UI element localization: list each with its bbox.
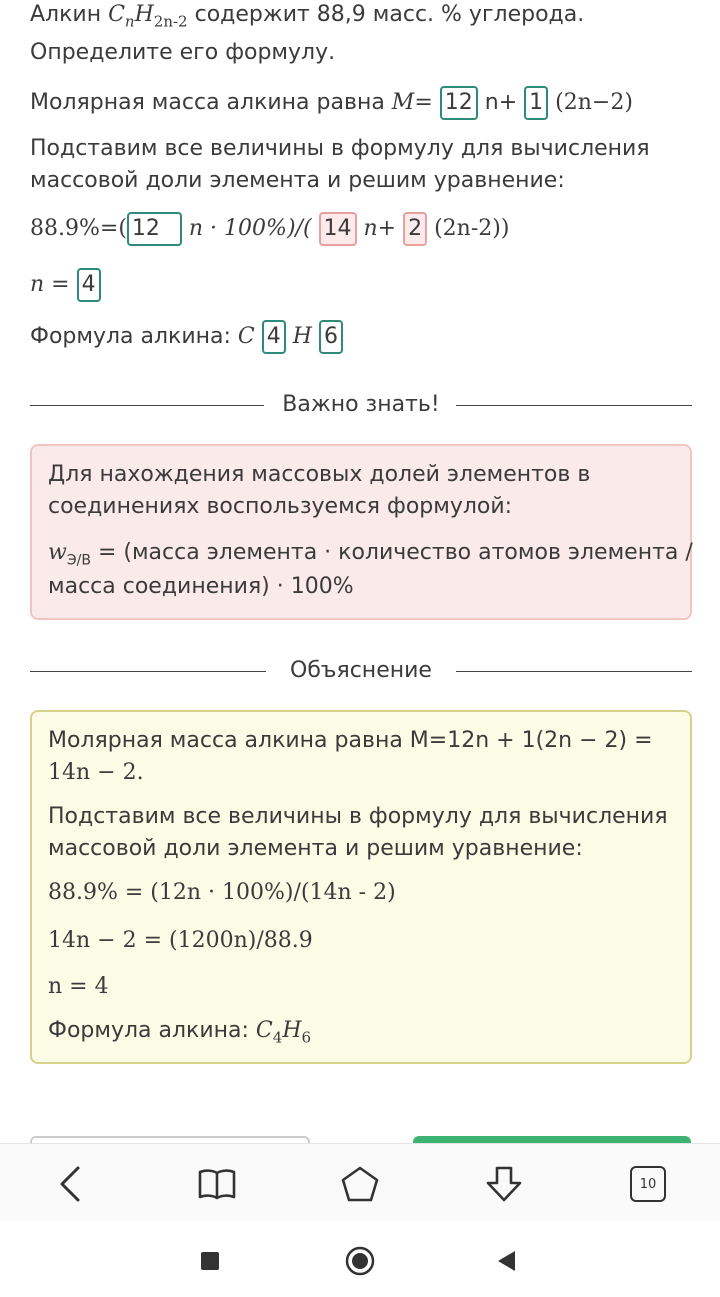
eq-pre: 88.9%=( — [30, 216, 127, 241]
molar-tail: (2n−2) — [555, 90, 633, 115]
important-formula: = (масса элемента · количество атомов элемента / — [90, 540, 693, 565]
book-icon — [198, 1167, 236, 1201]
browser-toolbar — [0, 1143, 720, 1222]
explanation-line-3: Подставим все величины в формулу для вычисления — [48, 804, 668, 829]
n-row — [30, 268, 101, 302]
circle-home-icon — [344, 1245, 376, 1277]
important-heading: Важно знать! — [282, 392, 440, 417]
download-arrow-icon — [484, 1165, 524, 1203]
formula-h: H — [134, 2, 154, 27]
molar-symbol: M — [391, 90, 415, 115]
answer-box-molar-2[interactable]: 1 — [524, 86, 548, 120]
problem-text: Алкин — [30, 2, 109, 27]
divider-rule-right-2 — [456, 671, 692, 672]
explanation-line-8 — [48, 1016, 311, 1052]
explanation-panel — [30, 710, 692, 1064]
explanation-line-2: 14n − 2. — [48, 760, 144, 785]
tab-count-badge: 10 — [630, 1166, 666, 1202]
tabs-button[interactable] — [624, 1160, 672, 1208]
molar-label: Молярная масса алкина равна — [30, 90, 392, 115]
back-button[interactable] — [47, 1160, 95, 1208]
recents-button[interactable] — [190, 1241, 230, 1281]
explanation-line-4: массовой доли элемента и решим уравнение: — [48, 836, 583, 861]
system-back-button[interactable] — [486, 1241, 526, 1281]
molar-n-plus: n+ — [477, 90, 525, 115]
formula-label: Формула алкина: — [30, 324, 238, 349]
subst-line-1: Подставим все величины в формулу для вычисления — [30, 136, 650, 161]
important-line-4: масса соединения) · 100% — [48, 574, 354, 599]
problem-line-1 — [30, 0, 584, 36]
equals-sign: = — [414, 90, 433, 115]
bookmarks-button[interactable] — [193, 1160, 241, 1208]
answer-box-eq-2[interactable]: 14 — [319, 212, 357, 246]
explanation-line-5: 88.9% = (12n · 100%)/(14n - 2) — [48, 880, 396, 905]
formula-c: C — [108, 2, 125, 27]
answer-h-sub: 6 — [301, 1028, 312, 1047]
explanation-line-7: n = 4 — [48, 974, 109, 999]
omega-sub: Э/В — [66, 552, 91, 569]
equation-row — [30, 212, 509, 246]
subst-line-2: массовой доли элемента и решим уравнение: — [30, 168, 565, 193]
home-icon — [340, 1165, 380, 1203]
important-line-3 — [48, 538, 693, 575]
explanation-line-6: 14n − 2 = (1200n)/88.9 — [48, 928, 313, 953]
eq-tail: (2n-2)) — [427, 216, 510, 241]
explanation-heading: Объяснение — [290, 658, 432, 683]
formula-sub-n: n — [124, 12, 135, 31]
answer-label: Формула алкина: — [48, 1018, 256, 1043]
answer-h: H — [282, 1018, 302, 1043]
important-line-2: соединениях воспользуемся формулой: — [48, 494, 513, 519]
important-divider — [30, 390, 692, 420]
formula-row — [30, 320, 343, 354]
important-line-1: Для нахождения массовых долей элементов в — [48, 462, 591, 487]
answer-c-sub: 4 — [272, 1028, 283, 1047]
problem-line-2: Определите его формулу. — [30, 40, 336, 65]
problem-text-2: содержит 88,9 масс. % углерода. — [187, 2, 585, 27]
system-home-button[interactable] — [340, 1241, 380, 1281]
square-icon — [201, 1252, 219, 1270]
important-panel — [30, 444, 692, 620]
answer-box-molar-1[interactable]: 12 — [440, 86, 478, 120]
formula-sub-2n-2: 2n-2 — [153, 12, 188, 31]
answer-box-h[interactable]: 6 — [319, 320, 343, 354]
formula-h-letter: H — [292, 324, 312, 349]
divider-rule-right — [456, 405, 692, 406]
explanation-divider — [30, 656, 692, 686]
system-navigation-bar — [0, 1221, 720, 1297]
formula-c-letter: C — [237, 324, 255, 349]
eq-mid-2: n+ — [356, 216, 404, 241]
download-button[interactable] — [480, 1160, 528, 1208]
answer-box-eq-3[interactable]: 2 — [403, 212, 427, 246]
molar-mass-row — [30, 86, 633, 120]
back-chevron-icon — [56, 1164, 86, 1204]
eq-mid-1: n · 100%)/( — [181, 216, 319, 241]
n-label: n = — [30, 272, 70, 297]
home-button[interactable] — [336, 1160, 384, 1208]
explanation-line-1: Молярная масса алкина равна M=12n + 1(2n − 2) = — [48, 728, 653, 753]
answer-box-n[interactable]: 4 — [77, 268, 101, 302]
answer-c: C — [255, 1018, 273, 1043]
triangle-back-icon — [495, 1249, 517, 1273]
answer-box-eq-1[interactable]: 12 — [127, 212, 182, 246]
answer-box-c[interactable]: 4 — [262, 320, 286, 354]
omega-symbol: w — [48, 540, 67, 565]
